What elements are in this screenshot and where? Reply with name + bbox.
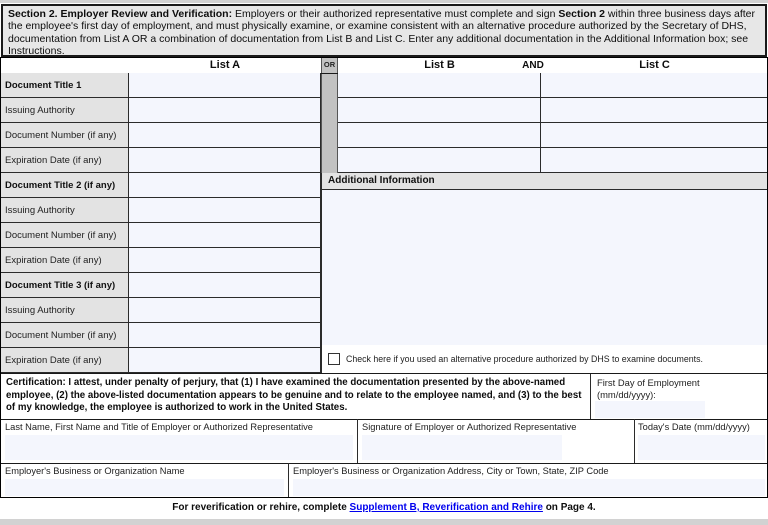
row-label-document-title-1: Document Title 1 [1, 73, 129, 98]
list-c-document-number-field[interactable] [541, 123, 768, 148]
list-a-expiration-date-3-field[interactable] [129, 348, 321, 373]
row-label-document-title-3: Document Title 3 (if any) [1, 273, 129, 298]
list-b-expiration-date-field[interactable] [338, 148, 541, 173]
and-column-header: AND [522, 60, 544, 71]
list-a-issuing-authority-1-field[interactable] [129, 98, 321, 123]
signature-row-top-divider [1, 419, 767, 420]
supplement-b-link[interactable]: Supplement B, Reverification and Rehire [349, 502, 543, 513]
signature-row-divider-1 [357, 419, 358, 463]
list-c-document-title-field[interactable] [541, 73, 768, 98]
row-label-issuing-authority-3: Issuing Authority [1, 298, 129, 323]
bottom-divider [0, 519, 768, 525]
additional-information-input[interactable] [321, 190, 768, 345]
list-b-column-header: List B [424, 59, 455, 71]
row-label-document-number-3: Document Number (if any) [1, 323, 129, 348]
footer-prefix: For reverification or rehire, complete [172, 502, 350, 513]
employer-signature-label: Signature of Employer or Authorized Representative [362, 422, 577, 432]
business-row-divider [288, 463, 289, 498]
employer-name-title-field[interactable] [5, 435, 353, 460]
todays-date-field[interactable] [638, 435, 765, 460]
list-c-issuing-authority-field[interactable] [541, 98, 768, 123]
row-label-document-number-2: Document Number (if any) [1, 223, 129, 248]
first-day-of-employment-field[interactable] [595, 401, 705, 418]
row-label-issuing-authority-2: Issuing Authority [1, 198, 129, 223]
row-label-expiration-date-2: Expiration Date (if any) [1, 248, 129, 273]
footer-suffix: on Page 4. [542, 502, 596, 513]
list-a-document-title-2-field[interactable] [129, 173, 321, 198]
todays-date-label: Today's Date (mm/dd/yyyy) [638, 422, 750, 432]
signature-row-divider-2 [634, 419, 635, 463]
section-2-header [1, 4, 767, 57]
list-a-issuing-authority-2-field[interactable] [129, 198, 321, 223]
section-2-title: Section 2. Employer Review and Verification: [8, 8, 233, 20]
certification-statement: Certification: I attest, under penalty of perjury, that (1) I have examined the documentation presented by the above-named employee, (2) the above-listed documentation appears to be genuine and to relate to the employee named, and (3) to the best of my knowledge, the employee is authorized to work in the United States. [1, 374, 591, 419]
row-label-expiration-date-1: Expiration Date (if any) [1, 148, 129, 173]
list-b-document-number-field[interactable] [338, 123, 541, 148]
alternative-procedure-label: Check here if you used an alternative procedure authorized by DHS to examine documents. [346, 354, 703, 364]
business-name-field[interactable] [5, 479, 284, 496]
business-address-label: Employer's Business or Organization Address, City or Town, State, ZIP Code [293, 466, 609, 476]
top-divider [0, 0, 768, 3]
row-label-expiration-date-3: Expiration Date (if any) [1, 348, 129, 373]
list-c-column-header: List C [639, 59, 670, 71]
list-a-document-number-1-field[interactable] [129, 123, 321, 148]
business-name-label: Employer's Business or Organization Name [5, 466, 185, 476]
business-row-top-divider [1, 463, 767, 464]
or-label: OR [323, 60, 336, 69]
section-2-intro-2: within three business days after the employee's first day of employment, and must physically examine, or examine consistent with an alternative procedure authorized by the Secretary of DHS, documentation from List A OR a combination of documentation from List B and List C. Enter any additional documentation in the Additional Information box; see Instructions. [8, 8, 756, 58]
list-a-document-number-3-field[interactable] [129, 323, 321, 348]
row-label-document-title-2: Document Title 2 (if any) [1, 173, 129, 198]
row-label-issuing-authority-1: Issuing Authority [1, 98, 129, 123]
list-b-document-title-field[interactable] [338, 73, 541, 98]
list-a-document-number-2-field[interactable] [129, 223, 321, 248]
list-a-expiration-date-1-field[interactable] [129, 148, 321, 173]
additional-information-header: Additional Information [321, 173, 768, 190]
business-address-field[interactable] [293, 479, 765, 496]
list-a-column-header: List A [209, 59, 241, 71]
row-label-document-number-1: Document Number (if any) [1, 123, 129, 148]
or-separator [321, 58, 338, 173]
alternative-procedure-row [321, 345, 768, 373]
document-verification-grid [0, 57, 768, 498]
section-2-intro-1: Employers or their authorized representative must complete and sign [232, 8, 559, 20]
alternative-procedure-checkbox[interactable] [328, 353, 340, 365]
first-day-of-employment-label: First Day of Employment (mm/dd/yyyy): [597, 377, 700, 400]
employer-signature-field[interactable] [362, 435, 562, 460]
list-c-expiration-date-field[interactable] [541, 148, 768, 173]
employer-name-title-label: Last Name, First Name and Title of Employer or Authorized Representative [5, 422, 313, 432]
section-2-ref: Section 2 [558, 8, 606, 20]
list-b-issuing-authority-field[interactable] [338, 98, 541, 123]
list-a-issuing-authority-3-field[interactable] [129, 298, 321, 323]
reverification-footer [0, 498, 768, 519]
list-a-document-title-3-field[interactable] [129, 273, 321, 298]
list-a-expiration-date-2-field[interactable] [129, 248, 321, 273]
list-a-document-title-1-field[interactable] [129, 73, 321, 98]
